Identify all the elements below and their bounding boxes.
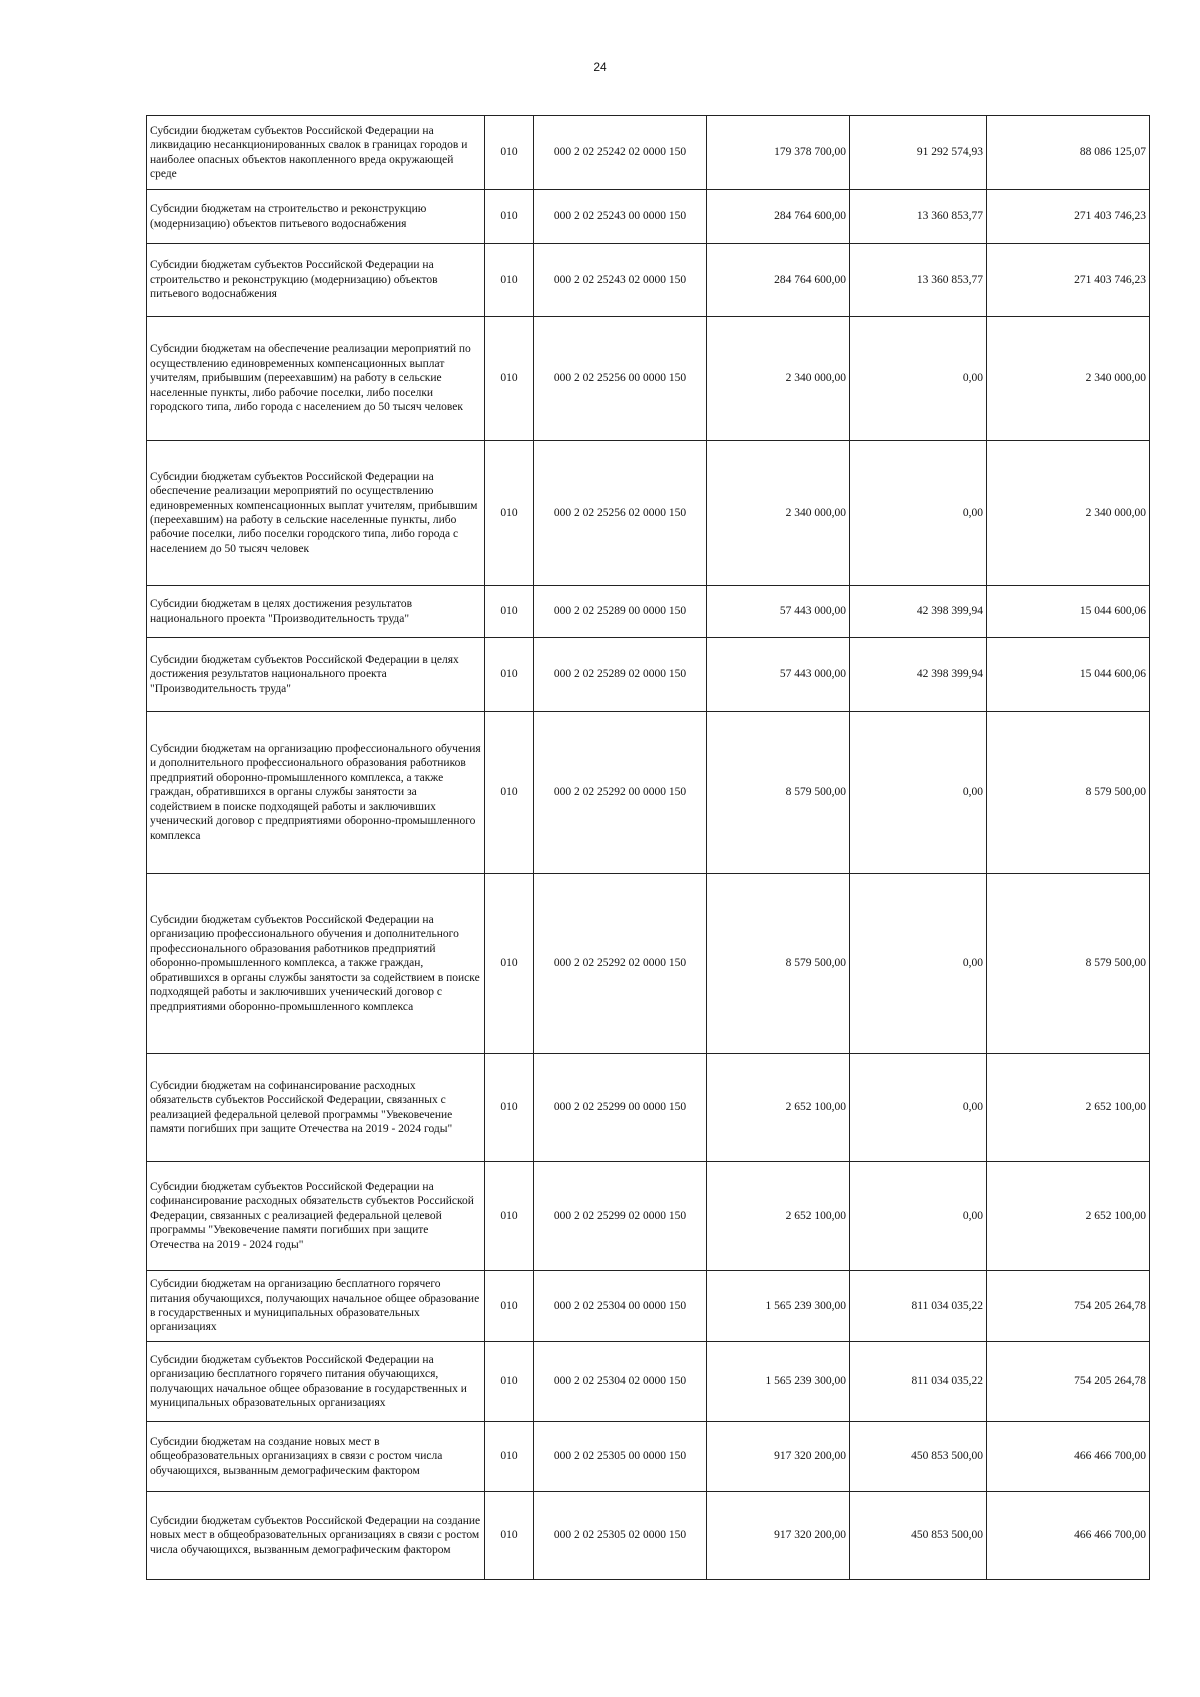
- admin-code-cell: 010: [485, 638, 534, 712]
- admin-code-cell: 010: [485, 1162, 534, 1271]
- budget-code-cell: 000 2 02 25299 02 0000 150: [534, 1162, 707, 1271]
- executed-amount-cell: 0,00: [850, 1162, 987, 1271]
- description-cell: Субсидии бюджетам субъектов Российской Федерации на создание новых мест в общеобразовательных организациях в связи с ростом числа обучающихся, вызванным демографическим фактором: [147, 1492, 485, 1580]
- budget-code-cell: 000 2 02 25305 00 0000 150: [534, 1422, 707, 1492]
- description-cell: Субсидии бюджетам субъектов Российской Федерации на организацию профессионального обучения и дополнительного профессионального образования работников предприятий оборонно-промышленного комплекса, а также граждан, обратившихся в органы службы занятости за содействием в поиске подходящей работы и заключивших ученический договор с предприятиями оборонно-промышленного комплекса: [147, 874, 485, 1054]
- remaining-amount-cell: 15 044 600,06: [987, 586, 1150, 638]
- table-row: [147, 1342, 1150, 1422]
- description-cell: Субсидии бюджетам в целях достижения результатов национального проекта "Производительность труда": [147, 586, 485, 638]
- approved-amount-cell: 917 320 200,00: [707, 1422, 850, 1492]
- description-cell: Субсидии бюджетам на организацию бесплатного горячего питания обучающихся, получающих начальное общее образование в государственных и муниципальных образовательных организациях: [147, 1271, 485, 1342]
- executed-amount-cell: 42 398 399,94: [850, 586, 987, 638]
- approved-amount-cell: 2 652 100,00: [707, 1162, 850, 1271]
- budget-code-cell: 000 2 02 25243 00 0000 150: [534, 190, 707, 244]
- executed-amount-cell: 450 853 500,00: [850, 1422, 987, 1492]
- admin-code-cell: 010: [485, 317, 534, 441]
- admin-code-cell: 010: [485, 190, 534, 244]
- description-cell: Субсидии бюджетам на строительство и реконструкцию (модернизацию) объектов питьевого водоснабжения: [147, 190, 485, 244]
- description-cell: Субсидии бюджетам на софинансирование расходных обязательств субъектов Российской Федерации, связанных с реализацией федеральной целевой программы "Увековечение памяти погибших при защите Отечества на 2019 - 2024 годы": [147, 1054, 485, 1162]
- table-row: [147, 441, 1150, 586]
- remaining-amount-cell: 2 340 000,00: [987, 441, 1150, 586]
- table-row: [147, 1422, 1150, 1492]
- approved-amount-cell: 917 320 200,00: [707, 1492, 850, 1580]
- executed-amount-cell: 811 034 035,22: [850, 1342, 987, 1422]
- budget-code-cell: 000 2 02 25256 02 0000 150: [534, 441, 707, 586]
- budget-code-cell: 000 2 02 25299 00 0000 150: [534, 1054, 707, 1162]
- table-row: [147, 1271, 1150, 1342]
- remaining-amount-cell: 2 652 100,00: [987, 1054, 1150, 1162]
- description-cell: Субсидии бюджетам субъектов Российской Федерации на строительство и реконструкцию (модернизацию) объектов питьевого водоснабжения: [147, 244, 485, 317]
- admin-code-cell: 010: [485, 1271, 534, 1342]
- approved-amount-cell: 8 579 500,00: [707, 712, 850, 874]
- approved-amount-cell: 8 579 500,00: [707, 874, 850, 1054]
- executed-amount-cell: 0,00: [850, 317, 987, 441]
- executed-amount-cell: 13 360 853,77: [850, 190, 987, 244]
- budget-code-cell: 000 2 02 25289 02 0000 150: [534, 638, 707, 712]
- approved-amount-cell: 57 443 000,00: [707, 638, 850, 712]
- executed-amount-cell: 0,00: [850, 441, 987, 586]
- executed-amount-cell: 0,00: [850, 874, 987, 1054]
- table-row: [147, 1492, 1150, 1580]
- remaining-amount-cell: 8 579 500,00: [987, 712, 1150, 874]
- table-row: [147, 874, 1150, 1054]
- budget-code-cell: 000 2 02 25304 02 0000 150: [534, 1342, 707, 1422]
- admin-code-cell: 010: [485, 874, 534, 1054]
- approved-amount-cell: 1 565 239 300,00: [707, 1271, 850, 1342]
- description-cell: Субсидии бюджетам субъектов Российской Федерации на софинансирование расходных обязательств субъектов Российской Федерации, связанных с реализацией федеральной целевой программы "Увековечение памяти погибших при защите Отечества на 2019 - 2024 годы": [147, 1162, 485, 1271]
- admin-code-cell: 010: [485, 1054, 534, 1162]
- remaining-amount-cell: 754 205 264,78: [987, 1342, 1150, 1422]
- approved-amount-cell: 284 764 600,00: [707, 244, 850, 317]
- remaining-amount-cell: 88 086 125,07: [987, 116, 1150, 190]
- table-row: [147, 1054, 1150, 1162]
- admin-code-cell: 010: [485, 586, 534, 638]
- approved-amount-cell: 2 652 100,00: [707, 1054, 850, 1162]
- approved-amount-cell: 284 764 600,00: [707, 190, 850, 244]
- table-row: [147, 116, 1150, 190]
- table-row: [147, 638, 1150, 712]
- description-cell: Субсидии бюджетам субъектов Российской Федерации на организацию бесплатного горячего питания обучающихся, получающих начальное общее образование в государственных и муниципальных образовательных организациях: [147, 1342, 485, 1422]
- admin-code-cell: 010: [485, 712, 534, 874]
- admin-code-cell: 010: [485, 116, 534, 190]
- budget-code-cell: 000 2 02 25292 02 0000 150: [534, 874, 707, 1054]
- remaining-amount-cell: 8 579 500,00: [987, 874, 1150, 1054]
- remaining-amount-cell: 271 403 746,23: [987, 190, 1150, 244]
- remaining-amount-cell: 754 205 264,78: [987, 1271, 1150, 1342]
- description-cell: Субсидии бюджетам субъектов Российской Федерации на обеспечение реализации мероприятий по осуществлению единовременных компенсационных выплат учителям, прибывшим (переехавшим) на работу в сельские населенные пункты, либо рабочие поселки, либо поселки городского типа, либо города с населением до 50 тысяч человек: [147, 441, 485, 586]
- remaining-amount-cell: 466 466 700,00: [987, 1492, 1150, 1580]
- budget-code-cell: 000 2 02 25289 00 0000 150: [534, 586, 707, 638]
- approved-amount-cell: 57 443 000,00: [707, 586, 850, 638]
- description-cell: Субсидии бюджетам на создание новых мест в общеобразовательных организациях в связи с ростом числа обучающихся, вызванным демографическим фактором: [147, 1422, 485, 1492]
- description-cell: Субсидии бюджетам на организацию профессионального обучения и дополнительного профессионального образования работников предприятий оборонно-промышленного комплекса, а также граждан, обратившихся в органы службы занятости за содействием в поиске подходящей работы и заключивших ученический договор с предприятиями оборонно-промышленного комплекса: [147, 712, 485, 874]
- executed-amount-cell: 450 853 500,00: [850, 1492, 987, 1580]
- remaining-amount-cell: 271 403 746,23: [987, 244, 1150, 317]
- budget-income-table: [146, 115, 1150, 1580]
- admin-code-cell: 010: [485, 244, 534, 317]
- admin-code-cell: 010: [485, 441, 534, 586]
- remaining-amount-cell: 466 466 700,00: [987, 1422, 1150, 1492]
- budget-code-cell: 000 2 02 25243 02 0000 150: [534, 244, 707, 317]
- remaining-amount-cell: 2 340 000,00: [987, 317, 1150, 441]
- table-row: [147, 244, 1150, 317]
- budget-code-cell: 000 2 02 25304 00 0000 150: [534, 1271, 707, 1342]
- budget-code-cell: 000 2 02 25256 00 0000 150: [534, 317, 707, 441]
- budget-code-cell: 000 2 02 25305 02 0000 150: [534, 1492, 707, 1580]
- admin-code-cell: 010: [485, 1422, 534, 1492]
- table-row: [147, 317, 1150, 441]
- approved-amount-cell: 2 340 000,00: [707, 317, 850, 441]
- remaining-amount-cell: 15 044 600,06: [987, 638, 1150, 712]
- page-number: 24: [593, 60, 607, 74]
- executed-amount-cell: 42 398 399,94: [850, 638, 987, 712]
- budget-code-cell: 000 2 02 25242 02 0000 150: [534, 116, 707, 190]
- admin-code-cell: 010: [485, 1342, 534, 1422]
- admin-code-cell: 010: [485, 1492, 534, 1580]
- table-row: [147, 712, 1150, 874]
- executed-amount-cell: 0,00: [850, 1054, 987, 1162]
- remaining-amount-cell: 2 652 100,00: [987, 1162, 1150, 1271]
- executed-amount-cell: 13 360 853,77: [850, 244, 987, 317]
- description-cell: Субсидии бюджетам субъектов Российской Федерации в целях достижения результатов национального проекта "Производительность труда": [147, 638, 485, 712]
- description-cell: Субсидии бюджетам на обеспечение реализации мероприятий по осуществлению единовременных компенсационных выплат учителям, прибывшим (переехавшим) на работу в сельские населенные пункты, либо рабочие поселки, либо поселки городского типа, либо города с населением до 50 тысяч человек: [147, 317, 485, 441]
- approved-amount-cell: 179 378 700,00: [707, 116, 850, 190]
- executed-amount-cell: 811 034 035,22: [850, 1271, 987, 1342]
- executed-amount-cell: 91 292 574,93: [850, 116, 987, 190]
- description-cell: Субсидии бюджетам субъектов Российской Федерации на ликвидацию несанкционированных свалок в границах городов и наиболее опасных объектов накопленного вреда окружающей среде: [147, 116, 485, 190]
- executed-amount-cell: 0,00: [850, 712, 987, 874]
- approved-amount-cell: 1 565 239 300,00: [707, 1342, 850, 1422]
- table-row: [147, 586, 1150, 638]
- table-row: [147, 190, 1150, 244]
- table-row: [147, 1162, 1150, 1271]
- approved-amount-cell: 2 340 000,00: [707, 441, 850, 586]
- budget-code-cell: 000 2 02 25292 00 0000 150: [534, 712, 707, 874]
